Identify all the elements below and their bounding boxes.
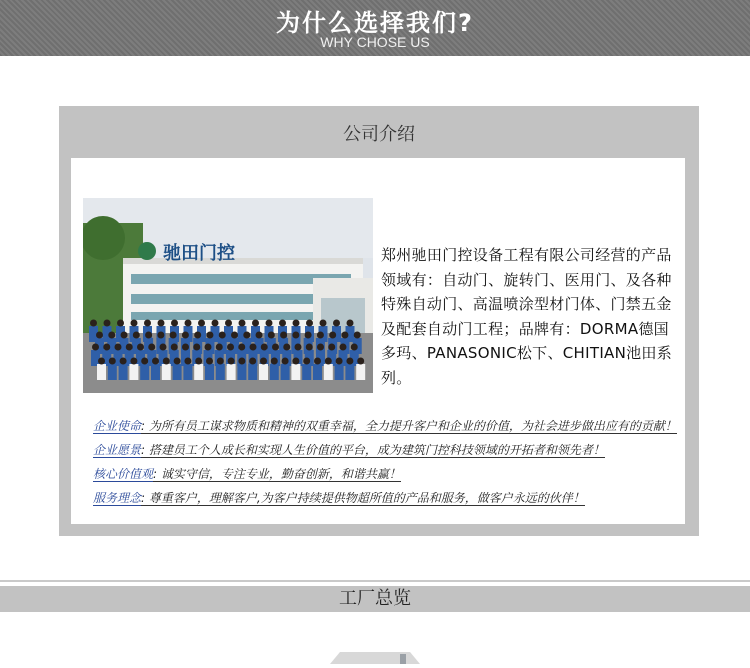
value-line-service	[93, 486, 683, 510]
factory-overview-header	[0, 586, 750, 612]
value-label: 服务理念	[93, 491, 142, 505]
intro-content	[71, 158, 685, 524]
intro-title: 公司介绍	[343, 124, 415, 145]
value-text: : 尊重客户，理解客户,为客户持续提供物超所值的产品和服务，做客户永远的伙伴！	[141, 491, 585, 505]
value-text: : 诚实守信，专注专业，勤奋创新，和谐共赢！	[153, 467, 401, 481]
value-line-core-values	[93, 462, 683, 486]
value-label: 核心价值观	[93, 467, 154, 481]
value-label: 企业愿景	[93, 443, 142, 457]
section-divider	[0, 580, 750, 582]
banner-subtitle: WHY CHOSE US	[320, 34, 430, 50]
factory-title: 工厂总览	[339, 588, 411, 609]
value-label: 企业使命	[93, 419, 142, 433]
company-description: 郑州驰田门控设备工程有限公司经营的产品领域有：自动门、旋转门、医用门、及各种特殊自动门、高温喷涂型材门体、门禁五金及配套自动门工程；品牌有：DORMA德国多玛、PANASONIC松下、CHITIAN池田系列。	[381, 246, 673, 387]
value-text: : 为所有员工谋求物质和精神的双重幸福，全力提升客户和企业的价值，为社会进步做出应有的贡献！	[141, 419, 677, 433]
value-line-mission	[93, 414, 683, 438]
company-values-list	[93, 414, 683, 510]
value-text: : 搭建员工个人成长和实现人生价值的平台，成为建筑门控科技领域的开拓者和领先者！	[141, 443, 605, 457]
team-photo-illustration	[83, 198, 373, 393]
factory-image-preview	[330, 649, 420, 661]
value-line-vision	[93, 438, 683, 462]
section-banner-why-choose-us	[0, 0, 750, 56]
photo-sign: 驰田门控	[163, 243, 235, 264]
banner-title: 为什么选择我们?	[276, 9, 474, 37]
company-team-photo	[83, 198, 373, 393]
company-intro-panel	[59, 106, 699, 536]
